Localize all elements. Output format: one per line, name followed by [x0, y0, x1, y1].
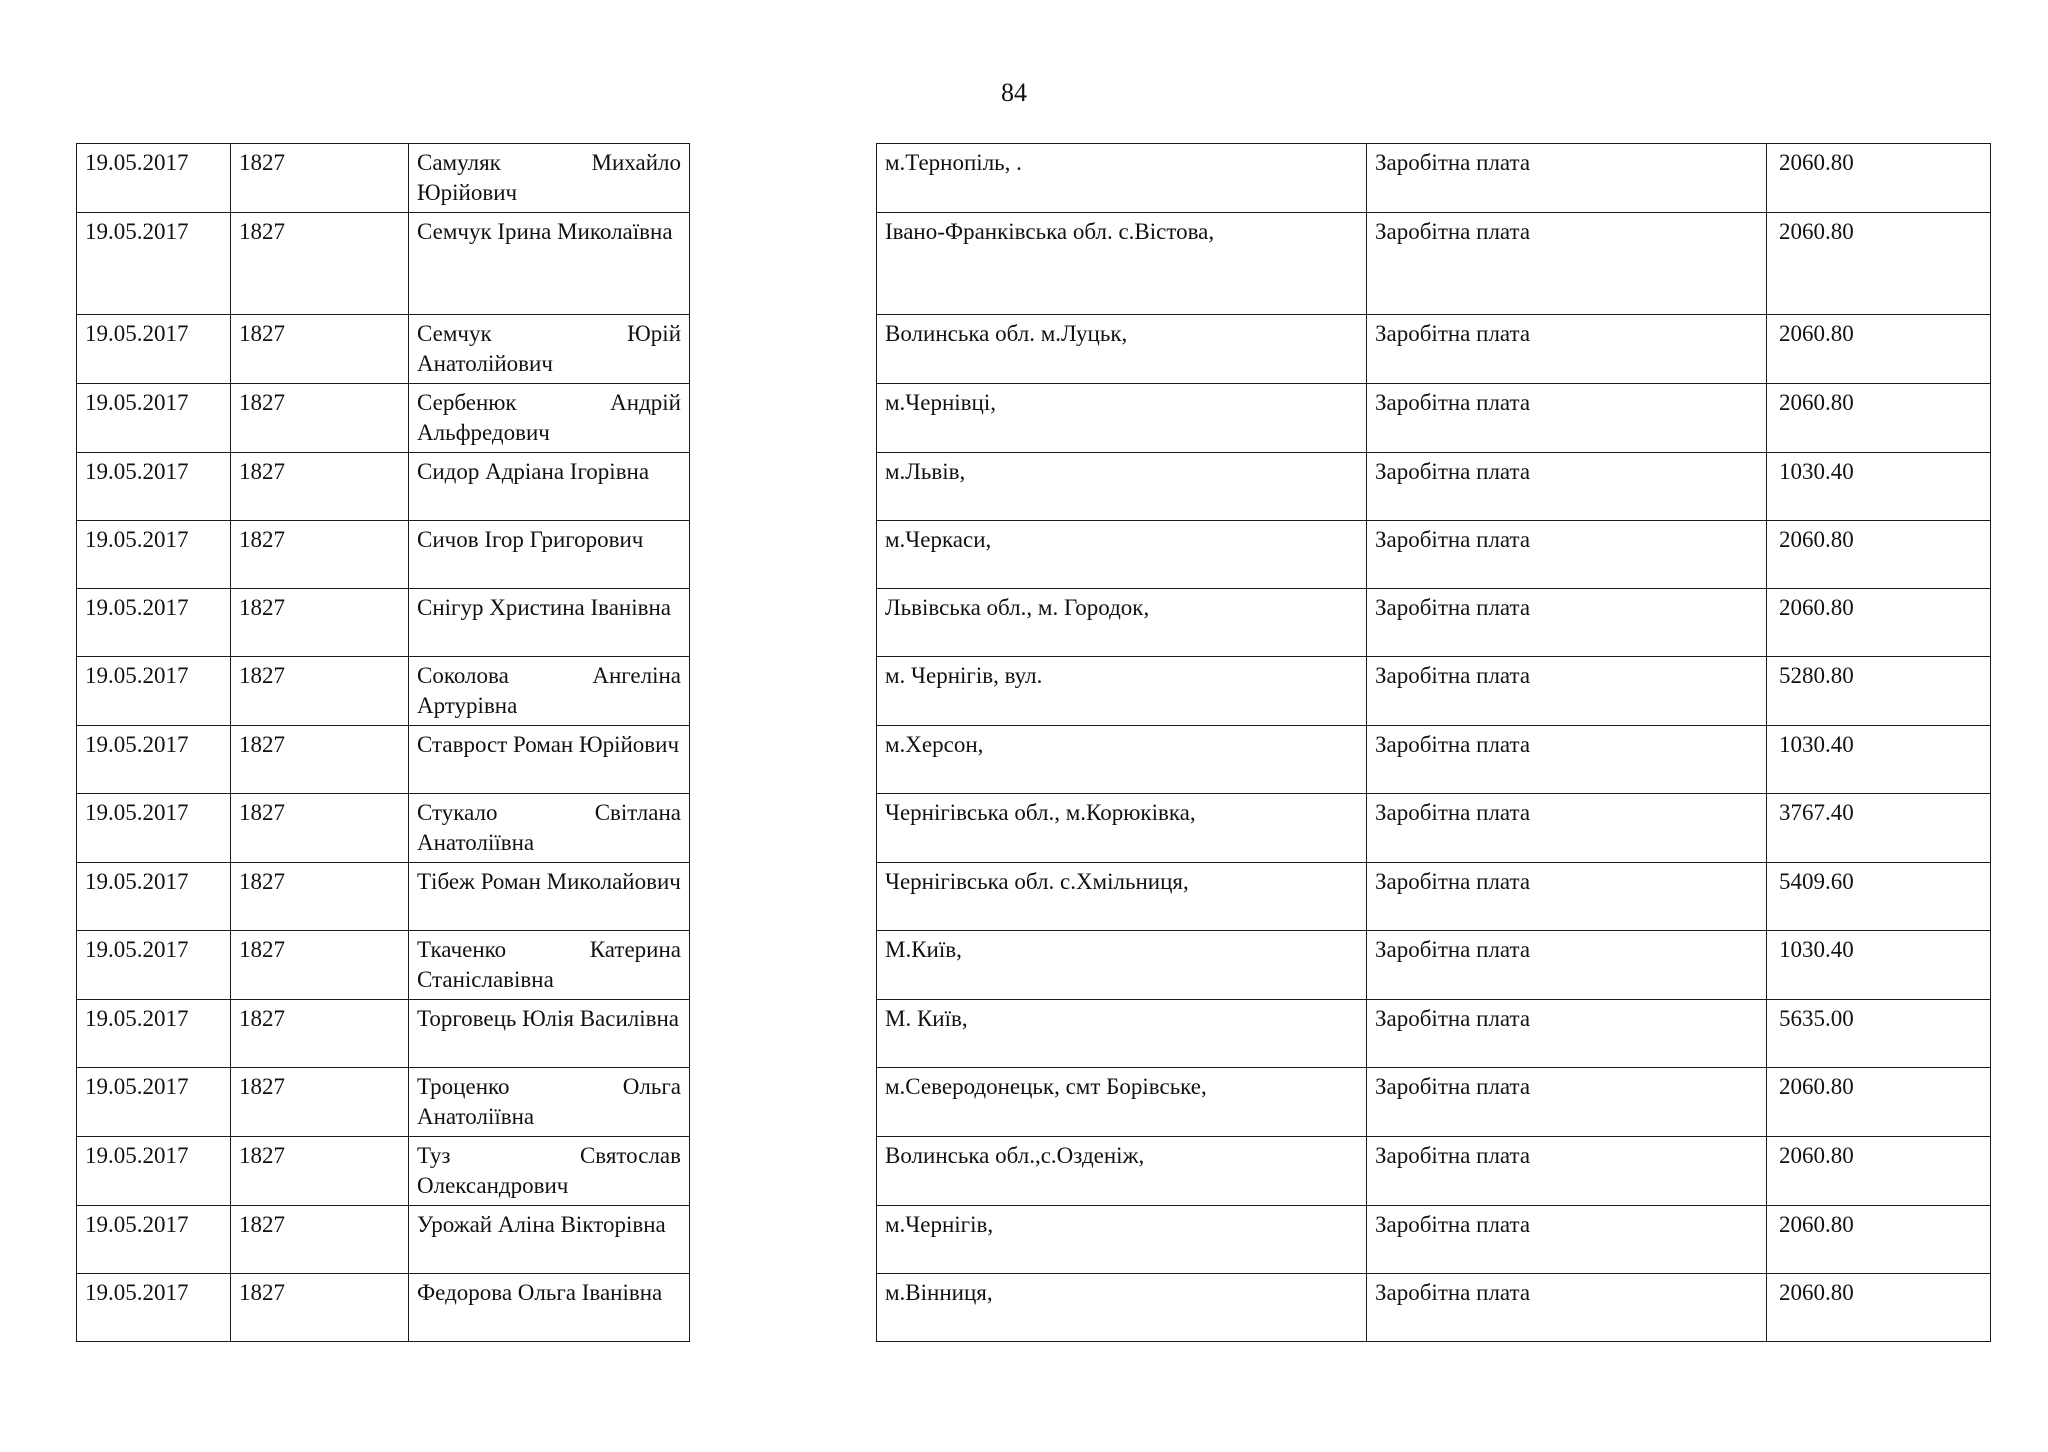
purpose-cell: Заробітна плата [1367, 794, 1767, 863]
gap-cell [690, 1274, 877, 1342]
address-cell: м.Львів, [877, 453, 1367, 521]
amount-cell: 2060.80 [1767, 1206, 1991, 1274]
amount-cell: 5280.80 [1767, 657, 1991, 726]
code-cell: 1827 [231, 863, 409, 931]
address-cell: Волинська обл.,с.Озденіж, [877, 1137, 1367, 1206]
name-cell: Сидор Адріана Ігорівна [409, 453, 690, 521]
table-row [77, 863, 1991, 931]
purpose-cell: Заробітна плата [1367, 931, 1767, 1000]
purpose-cell: Заробітна плата [1367, 1274, 1767, 1342]
table-row [77, 453, 1991, 521]
name-cell: Соколова Ангеліна Артурівна [409, 657, 690, 726]
name-cell: Самуляк Михайло Юрійович [409, 144, 690, 213]
amount-cell: 2060.80 [1767, 589, 1991, 657]
amount-cell: 2060.80 [1767, 315, 1991, 384]
address-cell: Івано-Франківська обл. с.Вістова, [877, 213, 1367, 315]
amount-cell: 2060.80 [1767, 1274, 1991, 1342]
address-cell: Чернігівська обл., м.Корюківка, [877, 794, 1367, 863]
name-cell: Сичов Ігор Григорович [409, 521, 690, 589]
gap-cell [690, 213, 877, 315]
address-cell: Волинська обл. м.Луцьк, [877, 315, 1367, 384]
page-number: 84 [1001, 78, 1027, 107]
date-cell: 19.05.2017 [77, 726, 231, 794]
table-row [77, 794, 1991, 863]
table-row [77, 384, 1991, 453]
table-body [77, 144, 1991, 1342]
payments-table [76, 143, 1991, 1342]
date-cell: 19.05.2017 [77, 1206, 231, 1274]
address-cell: м. Чернігів, вул. [877, 657, 1367, 726]
purpose-cell: Заробітна плата [1367, 1000, 1767, 1068]
name-cell: Снігур Христина Іванівна [409, 589, 690, 657]
gap-cell [690, 1000, 877, 1068]
gap-cell [690, 144, 877, 213]
date-cell: 19.05.2017 [77, 453, 231, 521]
name-cell: Тібеж Роман Миколайович [409, 863, 690, 931]
purpose-cell: Заробітна плата [1367, 589, 1767, 657]
amount-cell: 3767.40 [1767, 794, 1991, 863]
gap-cell [690, 315, 877, 384]
date-cell: 19.05.2017 [77, 315, 231, 384]
code-cell: 1827 [231, 213, 409, 315]
date-cell: 19.05.2017 [77, 384, 231, 453]
amount-cell: 1030.40 [1767, 453, 1991, 521]
address-cell: М. Київ, [877, 1000, 1367, 1068]
code-cell: 1827 [231, 794, 409, 863]
code-cell: 1827 [231, 315, 409, 384]
table-row [77, 315, 1991, 384]
purpose-cell: Заробітна плата [1367, 453, 1767, 521]
table-row [77, 589, 1991, 657]
address-cell: Чернігівська обл. с.Хмільниця, [877, 863, 1367, 931]
date-cell: 19.05.2017 [77, 1000, 231, 1068]
name-cell: Семчук Ірина Миколаївна [409, 213, 690, 315]
gap-cell [690, 384, 877, 453]
gap-cell [690, 1068, 877, 1137]
name-cell: Семчук Юрій Анатолійович [409, 315, 690, 384]
date-cell: 19.05.2017 [77, 1068, 231, 1137]
date-cell: 19.05.2017 [77, 589, 231, 657]
purpose-cell: Заробітна плата [1367, 521, 1767, 589]
purpose-cell: Заробітна плата [1367, 384, 1767, 453]
code-cell: 1827 [231, 726, 409, 794]
date-cell: 19.05.2017 [77, 144, 231, 213]
name-cell: Ткаченко Катерина Станіславівна [409, 931, 690, 1000]
date-cell: 19.05.2017 [77, 657, 231, 726]
amount-cell: 2060.80 [1767, 521, 1991, 589]
gap-cell [690, 1137, 877, 1206]
code-cell: 1827 [231, 589, 409, 657]
address-cell: м.Херсон, [877, 726, 1367, 794]
address-cell: м.Чернігів, [877, 1206, 1367, 1274]
amount-cell: 2060.80 [1767, 213, 1991, 315]
purpose-cell: Заробітна плата [1367, 863, 1767, 931]
date-cell: 19.05.2017 [77, 1274, 231, 1342]
date-cell: 19.05.2017 [77, 863, 231, 931]
code-cell: 1827 [231, 1068, 409, 1137]
code-cell: 1827 [231, 453, 409, 521]
table-row [77, 1137, 1991, 1206]
amount-cell: 2060.80 [1767, 1137, 1991, 1206]
amount-cell: 2060.80 [1767, 1068, 1991, 1137]
gap-cell [690, 726, 877, 794]
date-cell: 19.05.2017 [77, 931, 231, 1000]
address-cell: м.Черкаси, [877, 521, 1367, 589]
purpose-cell: Заробітна плата [1367, 213, 1767, 315]
code-cell: 1827 [231, 1000, 409, 1068]
name-cell: Торговець Юлія Василівна [409, 1000, 690, 1068]
gap-cell [690, 1206, 877, 1274]
amount-cell: 5635.00 [1767, 1000, 1991, 1068]
purpose-cell: Заробітна плата [1367, 726, 1767, 794]
address-cell: м.Вінниця, [877, 1274, 1367, 1342]
gap-cell [690, 589, 877, 657]
code-cell: 1827 [231, 1274, 409, 1342]
date-cell: 19.05.2017 [77, 1137, 231, 1206]
code-cell: 1827 [231, 1137, 409, 1206]
address-cell: Львівська обл., м. Городок, [877, 589, 1367, 657]
gap-cell [690, 521, 877, 589]
purpose-cell: Заробітна плата [1367, 1137, 1767, 1206]
code-cell: 1827 [231, 384, 409, 453]
gap-cell [690, 657, 877, 726]
amount-cell: 5409.60 [1767, 863, 1991, 931]
address-cell: М.Київ, [877, 931, 1367, 1000]
table-row [77, 1206, 1991, 1274]
purpose-cell: Заробітна плата [1367, 144, 1767, 213]
gap-cell [690, 863, 877, 931]
address-cell: м.Тернопіль, . [877, 144, 1367, 213]
name-cell: Федорова Ольга Іванівна [409, 1274, 690, 1342]
table-row [77, 657, 1991, 726]
amount-cell: 1030.40 [1767, 726, 1991, 794]
date-cell: 19.05.2017 [77, 794, 231, 863]
purpose-cell: Заробітна плата [1367, 1068, 1767, 1137]
amount-cell: 1030.40 [1767, 931, 1991, 1000]
date-cell: 19.05.2017 [77, 521, 231, 589]
name-cell: Туз Святослав Олександрович [409, 1137, 690, 1206]
gap-cell [690, 931, 877, 1000]
code-cell: 1827 [231, 657, 409, 726]
name-cell: Урожай Аліна Вікторівна [409, 1206, 690, 1274]
code-cell: 1827 [231, 521, 409, 589]
table-row [77, 521, 1991, 589]
name-cell: Сербенюк Андрій Альфредович [409, 384, 690, 453]
table-row [77, 1000, 1991, 1068]
table-row [77, 931, 1991, 1000]
table-row [77, 726, 1991, 794]
address-cell: м.Чернівці, [877, 384, 1367, 453]
purpose-cell: Заробітна плата [1367, 1206, 1767, 1274]
code-cell: 1827 [231, 1206, 409, 1274]
code-cell: 1827 [231, 144, 409, 213]
gap-cell [690, 794, 877, 863]
purpose-cell: Заробітна плата [1367, 315, 1767, 384]
table-row [77, 1274, 1991, 1342]
amount-cell: 2060.80 [1767, 384, 1991, 453]
table-row [77, 213, 1991, 315]
table-row [77, 144, 1991, 213]
date-cell: 19.05.2017 [77, 213, 231, 315]
amount-cell: 2060.80 [1767, 144, 1991, 213]
code-cell: 1827 [231, 931, 409, 1000]
purpose-cell: Заробітна плата [1367, 657, 1767, 726]
name-cell: Стукало Світлана Анатоліївна [409, 794, 690, 863]
gap-cell [690, 453, 877, 521]
name-cell: Троценко Ольга Анатоліївна [409, 1068, 690, 1137]
address-cell: м.Северодонецьк, смт Борівське, [877, 1068, 1367, 1137]
name-cell: Ставрост Роман Юрійович [409, 726, 690, 794]
table-row [77, 1068, 1991, 1137]
